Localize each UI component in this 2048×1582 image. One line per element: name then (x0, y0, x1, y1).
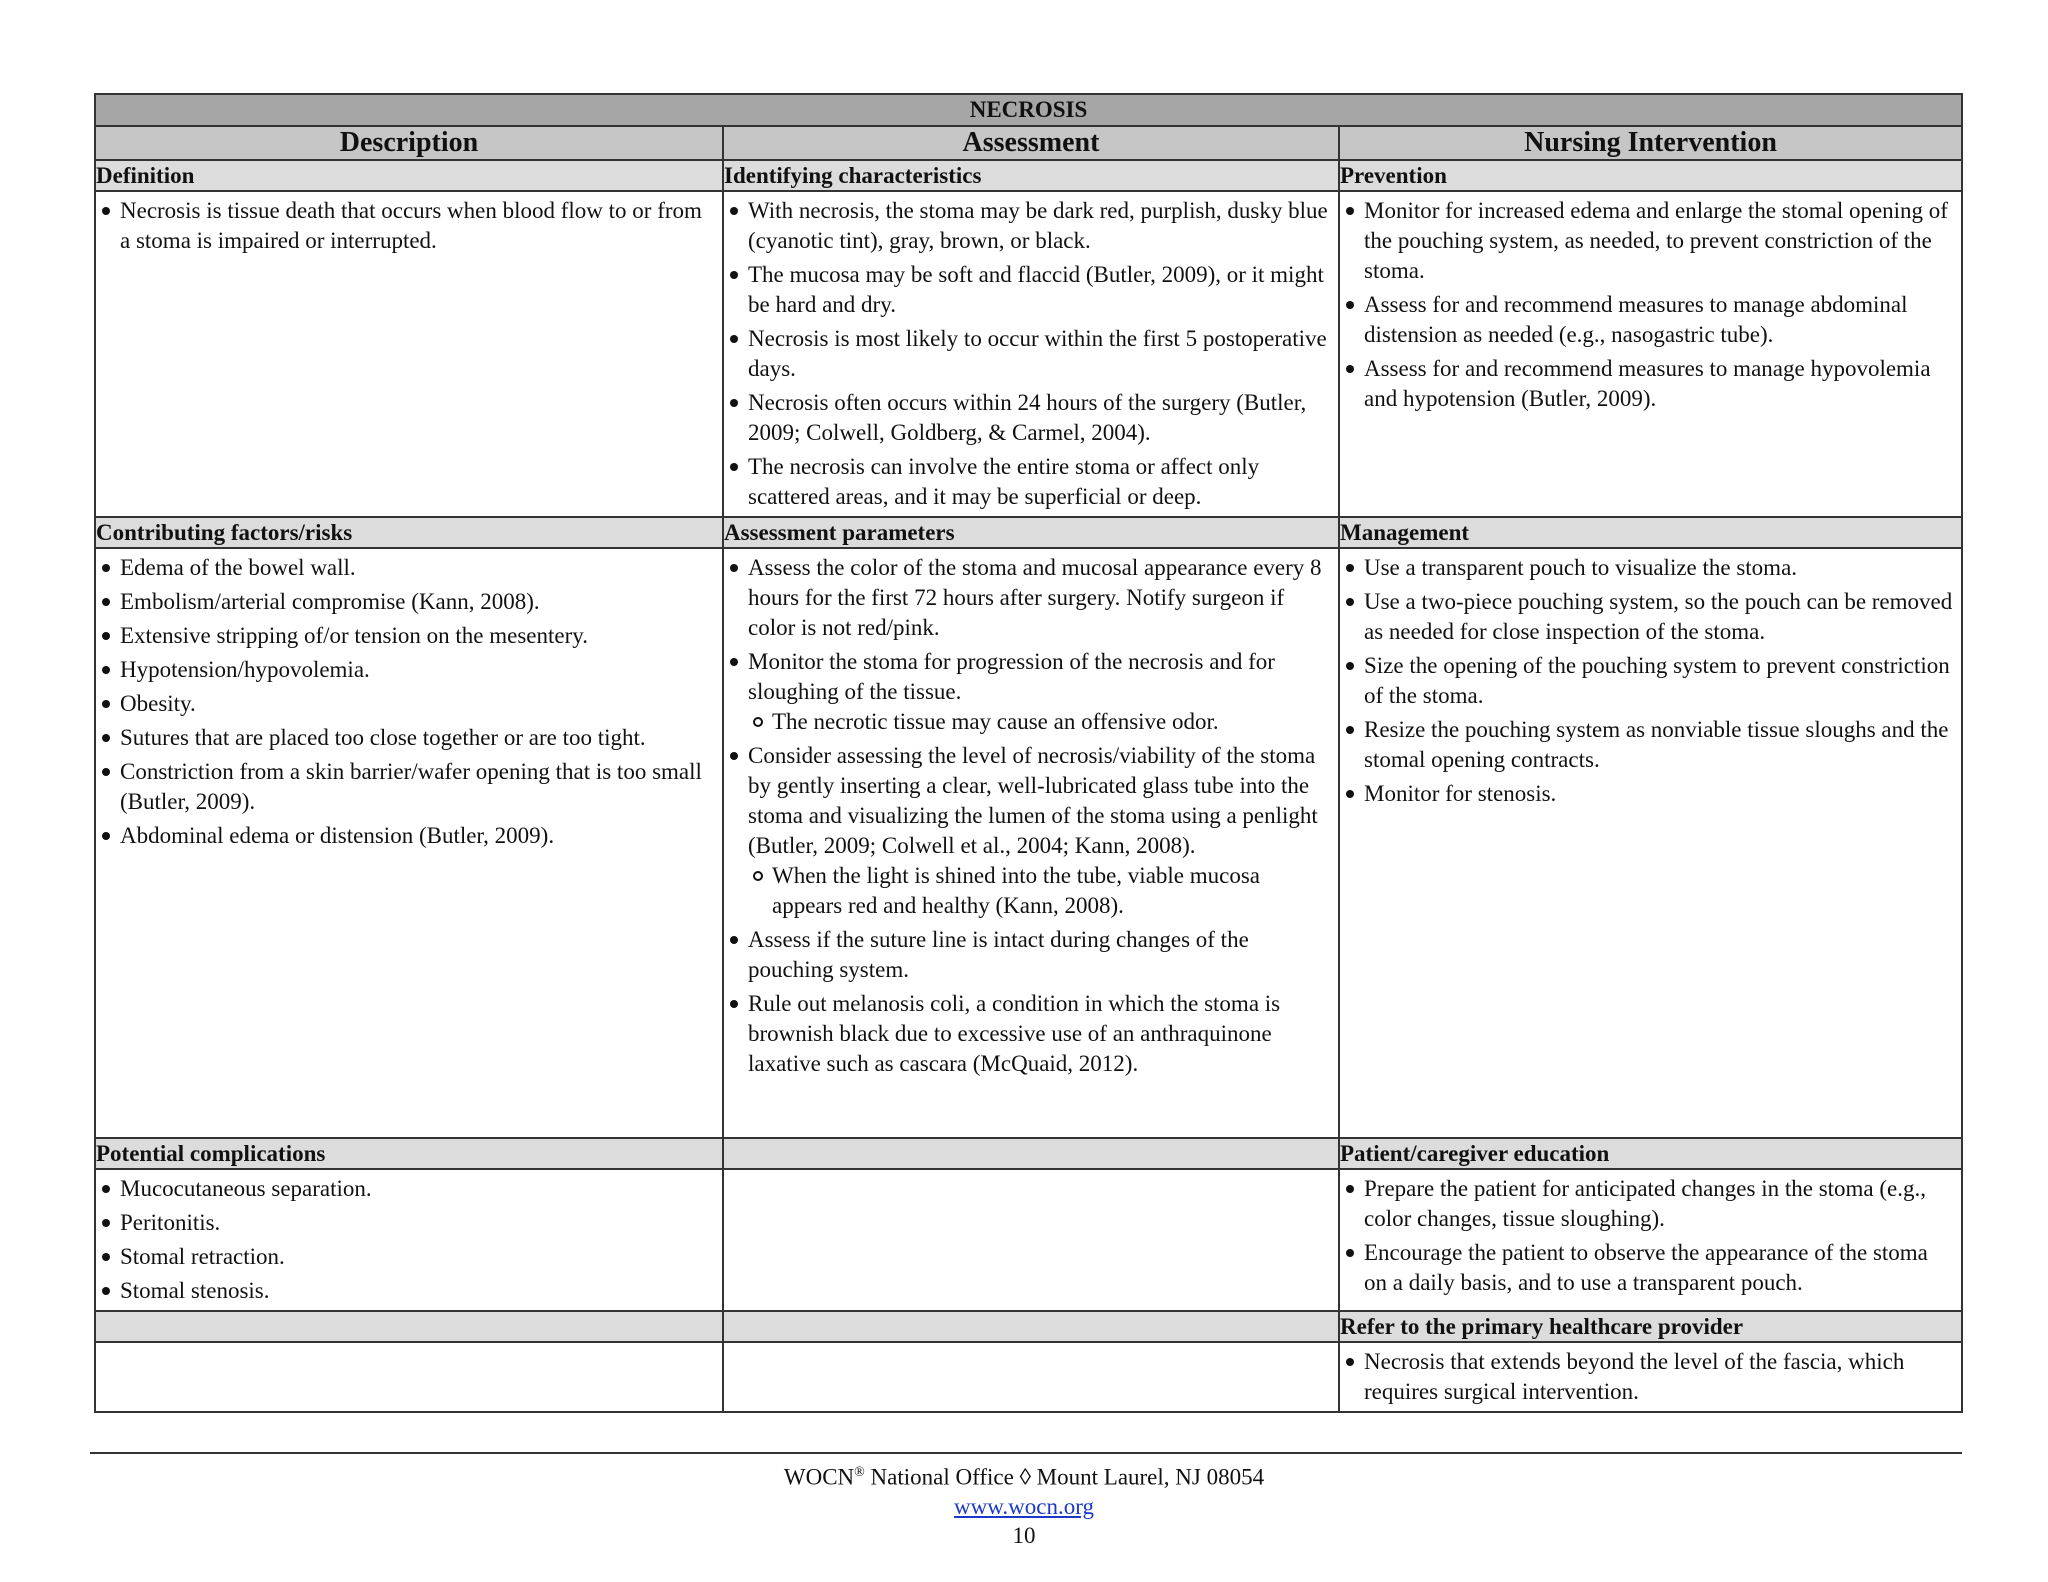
section-header-prevention: Prevention (1339, 160, 1962, 191)
section-header-assessment-parameters: Assessment parameters (723, 517, 1339, 548)
column-header-assessment: Assessment (723, 126, 1339, 160)
list-item: Prepare the patient for anticipated changes in the stoma (e.g., color changes, tissue sloughing). (1340, 1174, 1953, 1234)
section-header-empty (723, 1311, 1339, 1342)
list-item: Necrosis is most likely to occur within the first 5 postoperative days. (724, 324, 1330, 384)
list-item: Sutures that are placed too close together or are too tight. (96, 723, 714, 753)
list-item: Size the opening of the pouching system to prevent constriction of the stoma. (1340, 651, 1953, 711)
list-item: Mucocutaneous separation. (96, 1174, 714, 1204)
definition-cell (95, 191, 723, 517)
section-header-refer-provider: Refer to the primary healthcare provider (1339, 1311, 1962, 1342)
list-item: Hypotension/hypovolemia. (96, 655, 714, 685)
management-cell (1339, 548, 1962, 1138)
section-header-empty (95, 1311, 723, 1342)
section-header-contributing-factors: Contributing factors/risks (95, 517, 723, 548)
assessment-parameters-cell (723, 548, 1339, 1138)
table-title: NECROSIS (95, 94, 1962, 126)
list-item: Necrosis is tissue death that occurs when blood flow to or from a stoma is impaired or interrupted. (96, 196, 714, 256)
list-item: Obesity. (96, 689, 714, 719)
refer-provider-cell (1339, 1342, 1962, 1412)
section-header-identifying-characteristics: Identifying characteristics (723, 160, 1339, 191)
list-item: Peritonitis. (96, 1208, 714, 1238)
page-footer (0, 1458, 2048, 1550)
list-item: Constriction from a skin barrier/wafer opening that is too small (Butler, 2009). (96, 757, 714, 817)
list-item: Rule out melanosis coli, a condition in which the stoma is brownish black due to excessive use of an anthraquinone laxative such as cascara (McQuaid, 2012). (724, 989, 1330, 1079)
empty-cell (723, 1169, 1339, 1311)
list-item: Monitor for increased edema and enlarge the stomal opening of the pouching system, as needed, to prevent constriction of the stoma. (1340, 196, 1953, 286)
list-item: Edema of the bowel wall. (96, 553, 714, 583)
list-item: Assess if the suture line is intact during changes of the pouching system. (724, 925, 1330, 985)
list-item: Monitor for stenosis. (1340, 779, 1953, 809)
footer-divider (90, 1452, 1962, 1454)
list-item: Assess for and recommend measures to manage hypovolemia and hypotension (Butler, 2009). (1340, 354, 1953, 414)
list-item: Extensive stripping of/or tension on the mesentery. (96, 621, 714, 651)
list-item (724, 741, 1330, 921)
list-item-text: Monitor the stoma for progression of the necrosis and for sloughing of the tissue. (748, 649, 1275, 704)
list-item: Assess for and recommend measures to manage abdominal distension as needed (e.g., nasogastric tube). (1340, 290, 1953, 350)
list-item: Resize the pouching system as nonviable tissue sloughs and the stomal opening contracts. (1340, 715, 1953, 775)
patient-education-cell (1339, 1169, 1962, 1311)
list-item: Abdominal edema or distension (Butler, 2009). (96, 821, 714, 851)
sub-list-item: When the light is shined into the tube, viable mucosa appears red and healthy (Kann, 2008). (748, 861, 1330, 921)
registered-mark: ® (854, 1465, 865, 1480)
list-item: Use a transparent pouch to visualize the stoma. (1340, 553, 1953, 583)
column-header-description: Description (95, 126, 723, 160)
section-header-empty (723, 1138, 1339, 1169)
empty-cell (95, 1342, 723, 1412)
website-link[interactable]: www.wocn.org (954, 1493, 1094, 1519)
list-item: Necrosis that extends beyond the level of the fascia, which requires surgical intervention. (1340, 1347, 1953, 1407)
list-item: Encourage the patient to observe the appearance of the stoma on a daily basis, and to use a transparent pouch. (1340, 1238, 1953, 1298)
identifying-characteristics-cell (723, 191, 1339, 517)
section-header-management: Management (1339, 517, 1962, 548)
page-number: 10 (1012, 1522, 1036, 1548)
list-item (724, 647, 1330, 737)
footer-org: WOCN (783, 1464, 855, 1490)
list-item: Use a two-piece pouching system, so the pouch can be removed as needed for close inspection of the stoma. (1340, 587, 1953, 647)
prevention-cell (1339, 191, 1962, 517)
necrosis-table (94, 93, 1963, 1413)
empty-cell (723, 1342, 1339, 1412)
list-item: Necrosis often occurs within 24 hours of the surgery (Butler, 2009; Colwell, Goldberg, & Carmel, 2004). (724, 388, 1330, 448)
list-item: The necrosis can involve the entire stoma or affect only scattered areas, and it may be superficial or deep. (724, 452, 1330, 512)
potential-complications-cell (95, 1169, 723, 1311)
section-header-potential-complications: Potential complications (95, 1138, 723, 1169)
list-item: With necrosis, the stoma may be dark red, purplish, dusky blue (cyanotic tint), gray, brown, or black. (724, 196, 1330, 256)
contributing-factors-cell (95, 548, 723, 1138)
footer-address-text: National Office ◊ Mount Laurel, NJ 08054 (864, 1464, 1265, 1490)
list-item: Stomal stenosis. (96, 1276, 714, 1306)
list-item: The mucosa may be soft and flaccid (Butler, 2009), or it might be hard and dry. (724, 260, 1330, 320)
list-item-text: Consider assessing the level of necrosis/viability of the stoma by gently inserting a clear, well-lubricated glass tube into the stoma and visualizing the lumen of the stoma using a penlight (Butler, 2009; Colwell et al., 2004; Kann, 2008). (748, 743, 1318, 858)
list-item: Stomal retraction. (96, 1242, 714, 1272)
section-header-patient-education: Patient/caregiver education (1339, 1138, 1962, 1169)
footer-address (0, 1458, 2048, 1492)
list-item: Embolism/arterial compromise (Kann, 2008). (96, 587, 714, 617)
section-header-definition: Definition (95, 160, 723, 191)
sub-list-item: The necrotic tissue may cause an offensive odor. (748, 707, 1330, 737)
column-header-nursing-intervention: Nursing Intervention (1339, 126, 1962, 160)
list-item: Assess the color of the stoma and mucosal appearance every 8 hours for the first 72 hours after surgery. Notify surgeon if color is not red/pink. (724, 553, 1330, 643)
